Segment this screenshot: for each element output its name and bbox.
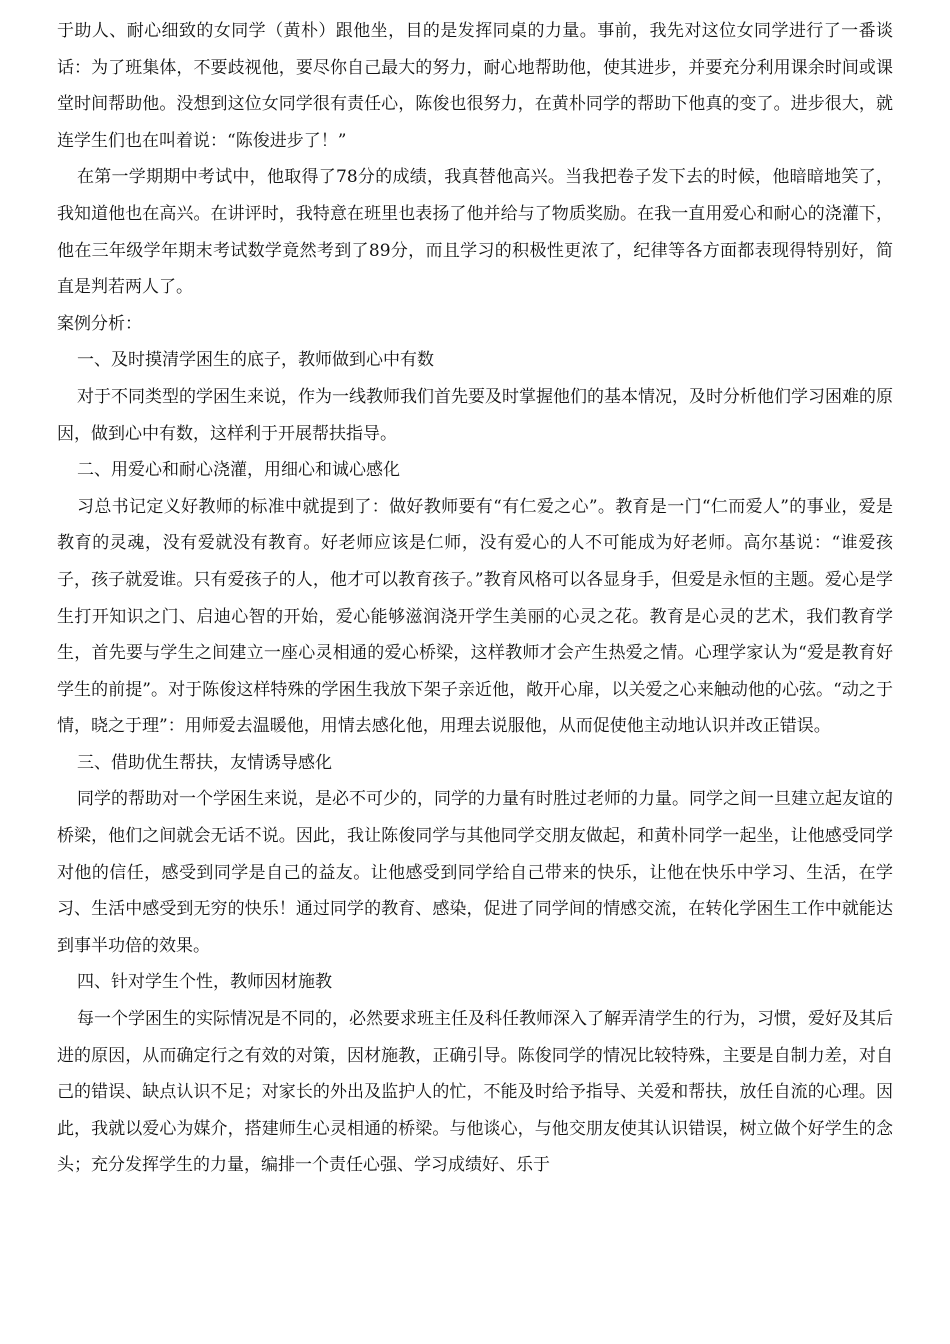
document-page [57, 13, 893, 1184]
paragraph-exam-progress: 在第一学期期中考试中，他取得了78分的成绩，我真替他高兴。当我把卷子发下去的时候，他暗暗地笑了，我知道他也在高兴。在讲评时，我特意在班里也表扬了他并给与了物质奖励。在我一直用爱心和耐心的浇灌下，他在三年级学年期末考试数学竟然考到了89分，而且学习的积极性更浓了，纪律等各方面都表现得特别好，简直是判若两人了。 [57, 167, 893, 298]
section-label-case-analysis: 案例分析： [57, 313, 142, 334]
paragraph-two: 习总书记定义好教师的标准中就提到了：做好教师要有“有仁爱之心”。教育是一门“仁而爱人”的事业，爱是教育的灵魂，没有爱就没有教育。好老师应该是仁师，没有爱心的人不可能成为好老师。高尔基说：“谁爱孩子，孩子就爱谁。只有爱孩子的人，他才可以教育孩子。”教育风格可以各显身手，但爱是永恒的主题。爱心是学生打开知识之门、启迪心智的开始，爱心能够滋润浇开学生美丽的心灵之花。教育是心灵的艺术，我们教育学生，首先要与学生之间建立一座心灵相通的爱心桥梁，这样教师才会产生热爱之情。心理学家认为“爱是教育好学生的前提”。对于陈俊这样特殊的学困生我放下架子亲近他，敞开心扉，以关爱之心来触动他的心弦。“动之于情，晓之于理”：用师爱去温暖他，用情去感化他，用理去说服他，从而促使他主动地认识并改正错误。 [57, 496, 893, 737]
heading-three: 三、借助优生帮扶，友情诱导感化 [77, 752, 332, 773]
heading-four: 四、针对学生个性，教师因材施教 [77, 972, 332, 993]
paragraph-continuation: 于助人、耐心细致的女同学（黄朴）跟他坐，目的是发挥同桌的力量。事前，我先对这位女同学进行了一番谈话：为了班集体，不要歧视他，要尽你自己最大的努力，耐心地帮助他，使其进步，并要充分利用课余时间或课堂时间帮助他。没想到这位女同学很有责任心，陈俊也很努力，在黄朴同学的帮助下他真的变了。进步很大，就连学生们也在叫着说：“陈俊进步了！” [57, 21, 893, 151]
paragraph-three: 同学的帮助对一个学困生来说，是必不可少的，同学的力量有时胜过老师的力量。同学之间一旦建立起友谊的桥梁，他们之间就会无话不说。因此，我让陈俊同学与其他同学交朋友做起，和黄朴同学一起坐，让他感受同学对他的信任，感受到同学是自己的益友。让他感受到同学给自己带来的快乐，让他在快乐中学习、生活，在学习、生活中感受到无穷的快乐！通过同学的教育、感染，促进了同学间的情感交流，在转化学困生工作中就能达到事半功倍的效果。 [57, 789, 893, 956]
paragraph-four: 每一个学困生的实际情况是不同的，必然要求班主任及科任教师深入了解弄清学生的行为，习惯，爱好及其后进的原因，从而确定行之有效的对策，因材施教，正确引导。陈俊同学的情况比较特殊，主要是自制力差，对自己的错误、缺点认识不足；对家长的外出及监护人的忙，不能及时给予指导、关爱和帮扶，放任自流的心理。因此，我就以爱心为媒介，搭建师生心灵相通的桥梁。与他谈心，与他交朋友使其认识错误，树立做个好学生的念头；充分发挥学生的力量，编排一个责任心强、学习成绩好、乐于 [57, 1009, 893, 1176]
heading-one: 一、及时摸清学困生的底子，教师做到心中有数 [77, 350, 434, 371]
paragraph-one: 对于不同类型的学困生来说，作为一线教师我们首先要及时掌握他们的基本情况，及时分析他们学习困难的原因，做到心中有数，这样利于开展帮扶指导。 [57, 386, 893, 444]
heading-two: 二、用爱心和耐心浇灌，用细心和诚心感化 [77, 460, 400, 481]
